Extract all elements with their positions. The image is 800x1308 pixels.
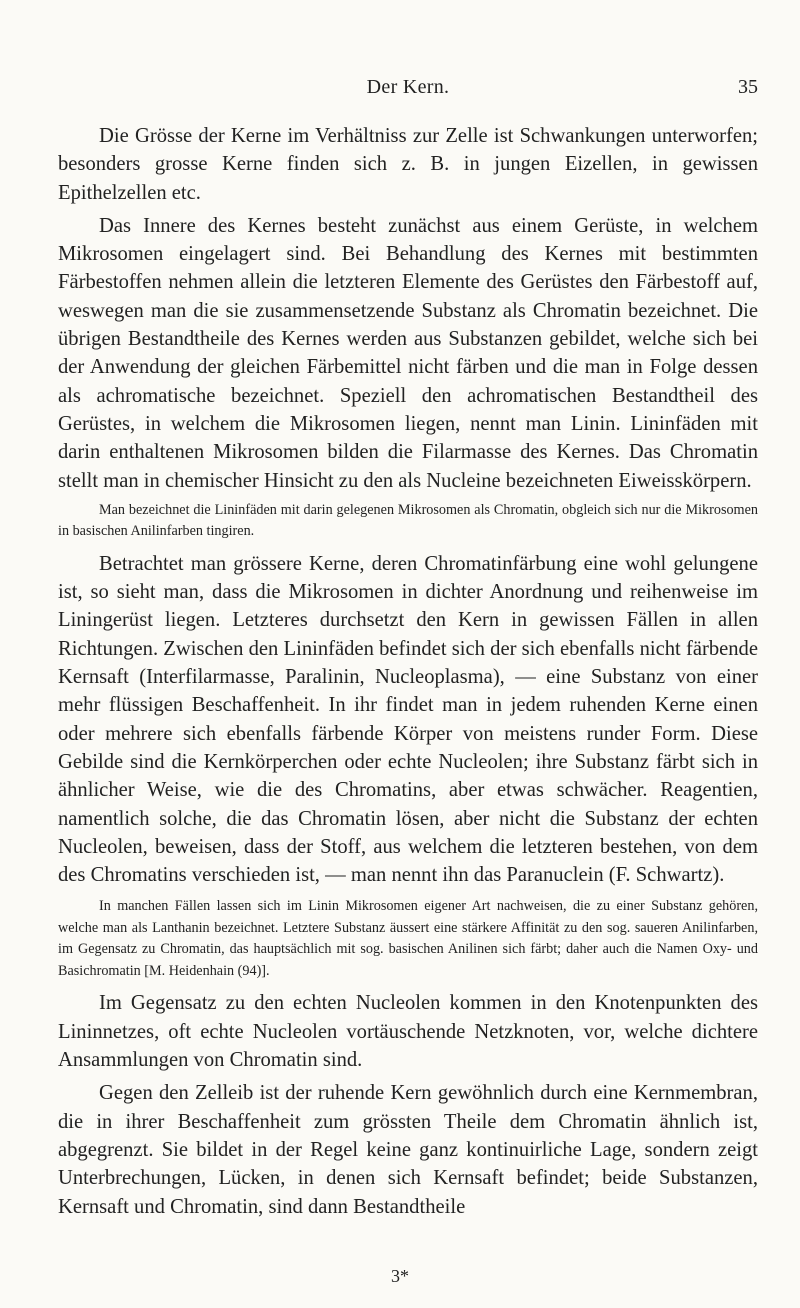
paragraph-2: Das Innere des Kernes besteht zunächst aus einem Gerüste, in welchem Mikrosomen eingelagert sind. Bei Behandlung des Kernes mit bestimmten Färbestoffen nehmen allein die letzteren Elemente des Gerüstes den Färbestoff auf, weswegen man die sie zusammensetzende Substanz als Chromatin bezeichnet. Die übrigen Bestandtheile des Kernes werden aus Substanzen gebildet, welche sich bei der Anwendung der gleichen Färbemittel nicht färben und die man in Folge dessen als achromatische bezeichnet. Speziell den achromatischen Bestandtheil des Gerüstes, in welchem die Mikrosomen liegen, nennt man Linin. Lininfäden mit darin enthaltenen Mikrosomen bilden die Filarmasse des Kernes. Das Chromatin stellt man in chemischer Hinsicht zu den als Nucleine bezeichneten Eiweisskörpern. — [58, 214, 758, 492]
paragraph-4: Im Gegensatz zu den echten Nucleolen kommen in den Knotenpunkten des Lininnetzes, oft echte Nucleolen vortäuschende Netzknoten, vor, welche dichtere Ansammlungen von Chromatin sind. — [58, 992, 758, 1072]
page-number: 35 — [738, 76, 758, 98]
paragraph-1: Die Grösse der Kerne im Verhältniss zur Zelle ist Schwankungen unterworfen; besonders grosse Kerne finden sich z. B. in jungen Eizellen, in gewissen Epithelzellen etc. — [58, 125, 758, 204]
body-text — [58, 122, 758, 1221]
signature-mark: 3* — [391, 1266, 409, 1286]
page-header — [58, 76, 758, 100]
paragraph-3: Betrachtet man grössere Kerne, deren Chromatinfärbung eine wohl gelungene ist, so sieht man, dass die Mikrosomen in dichter Anordnung und reihenweise im Liningerüst liegen. Letzteres durchsetzt den Kern in gewissen Fällen in allen Richtungen. Zwischen den Lininfäden befindet sich der sich ebenfalls nicht färbende Kernsaft (Interfilarmasse, Paralinin, Nucleoplasma), — eine Substanz von einer mehr flüssigen Beschaffenheit. In ihr findet man in jedem ruhenden Kerne einen oder mehrere sich ebenfalls färbende Körper von meistens runder Form. Diese Gebilde sind die Kernkörperchen oder echte Nucleolen; ihre Substanz färbt sich in ähnlicher Weise, wie die des Chromatins, aber etwas schwächer. Reagentien, namentlich solche, die das Chromatin lösen, aber nicht die Substanz der echten Nucleolen, beweisen, dass der Stoff, aus welchem die letzteren bestehen, von dem des Chromatins verschieden ist, — man nennt ihn das Paranuclein (F. Schwartz). — [58, 552, 758, 887]
paragraph-5: Gegen den Zelleib ist der ruhende Kern gewöhnlich durch eine Kernmembran, die in ihrer Beschaffenheit zum grössten Theile dem Chromatin ähnlich ist, abgegrenzt. Sie bildet in der Regel keine ganz kontinuirliche Lage, sondern zeigt Unterbrechungen, Lücken, in denen sich Kernsaft befindet; beide Substanzen, Kernsaft und Chromatin, sind dann Bestandtheile — [58, 1082, 758, 1218]
footnote-1: Man bezeichnet die Lininfäden mit darin gelegenen Mikrosomen als Chromatin, obgleich sich nur die Mikrosomen in basischen Anilinfarben tingiren. — [58, 501, 758, 540]
running-title: Der Kern. — [366, 76, 450, 98]
footnote-2: In manchen Fällen lassen sich im Linin Mikrosomen eigener Art nachweisen, die zu einer Substanz gehören, welche man als Lanthanin bezeichnet. Letztere Substanz äussert eine stärkere Affinität zu den sog. saueren Anilinfarben, im Gegensatz zu Chromatin, das hauptsächlich mit sog. basischen Anilinen sich färbt; daher auch die Namen Oxy- und Basichromatin [M. Heidenhain (94)]. — [58, 898, 758, 979]
